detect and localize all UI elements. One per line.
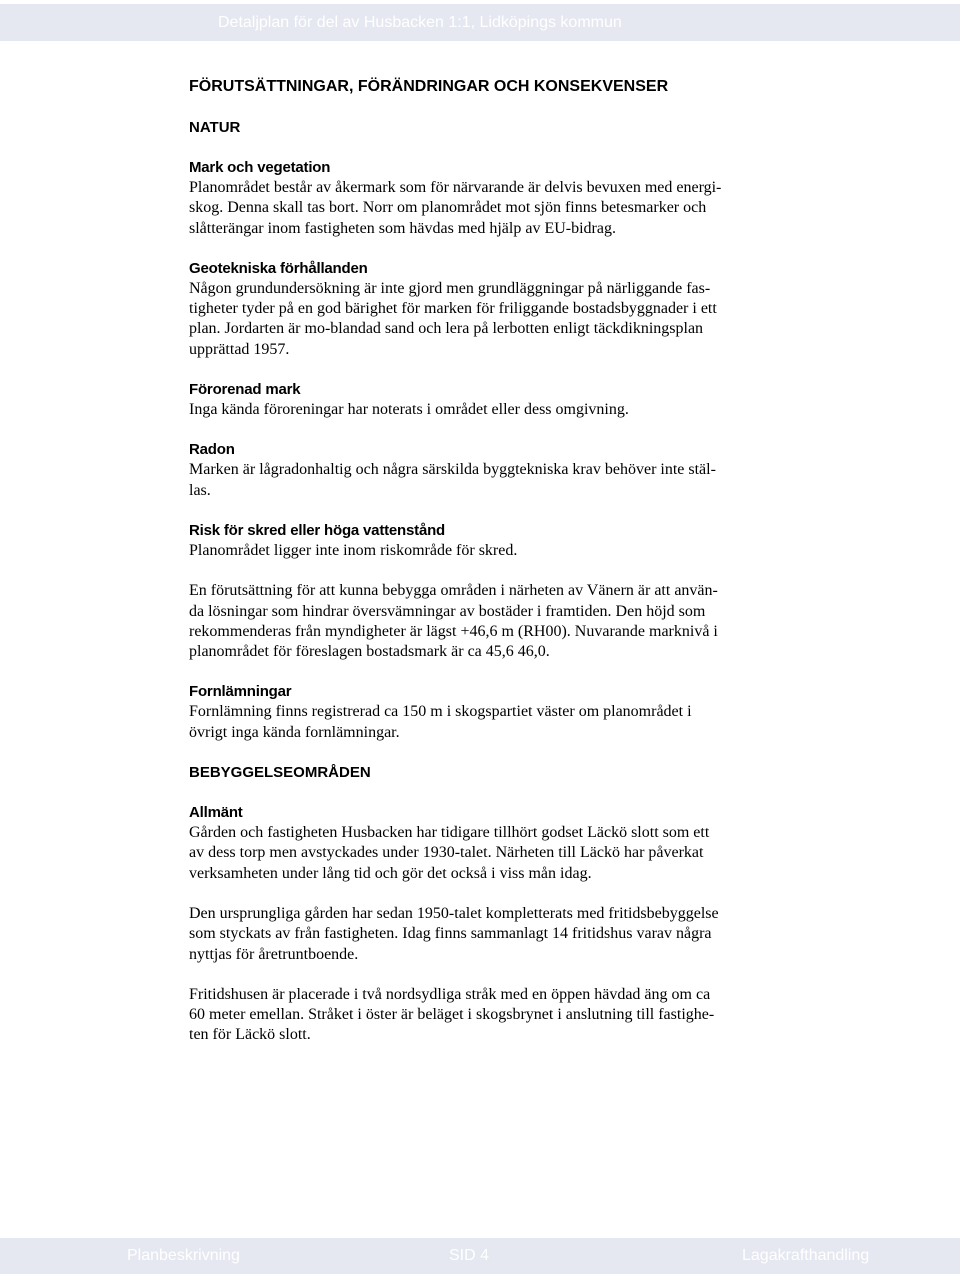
text-line: upprättad 1957. xyxy=(189,340,290,358)
paragraph-mark xyxy=(189,178,789,239)
document-body xyxy=(189,76,789,1046)
text-line: tigheter tyder på en god bärighet för marken för friliggande bostadsbyggnader i ett xyxy=(189,300,717,318)
text-line: da lösningar som hindrar översvämningar av bostäder i framtiden. Den höjd som xyxy=(189,602,706,620)
text-line: Fritidshusen är placerade i två nordsydliga stråk med en öppen hävdad äng om ca xyxy=(189,985,711,1003)
text-line: ten för Läckö slott. xyxy=(189,1026,311,1044)
text-line: Inga kända föroreningar har noterats i området eller dess omgivning. xyxy=(189,401,629,419)
footer-document-type: Planbeskrivning xyxy=(127,1247,240,1264)
text-line: av dess torp men avstyckades under 1930-talet. Närheten till Läckö har påverkat xyxy=(189,844,704,862)
paragraph-radon xyxy=(189,460,789,501)
paragraph-allmant-1 xyxy=(189,823,789,884)
paragraph-fororenad-mark xyxy=(189,400,789,420)
text-line: 60 meter emellan. Stråket i öster är beläget i skogsbrynet i anslutning till fastighe- xyxy=(189,1006,715,1024)
subheading-allmant: Allmänt xyxy=(189,804,243,822)
paragraph-risk xyxy=(189,541,789,561)
text-line: Planområdet består av åkermark som för närvarande är delvis bevuxen med energi- xyxy=(189,179,722,196)
subheading-fornlamningar: Fornlämningar xyxy=(189,683,292,701)
subheading-risk: Risk för skred eller höga vattenstånd xyxy=(189,521,446,539)
text-line: slåtterängar inom fastigheten som hävdas med hjälp av EU-bidrag. xyxy=(189,219,616,237)
text-line: nyttjas för åretruntboende. xyxy=(189,945,359,963)
paragraph-allmant-2 xyxy=(189,904,789,965)
main-heading: FÖRUTSÄTTNINGAR, FÖRÄNDRINGAR OCH KONSEKVENSER xyxy=(189,78,669,95)
page-footer xyxy=(0,1238,960,1274)
text-line: som styckats av från fastigheten. Idag finns sammanlagt 14 fritidshus varav några xyxy=(189,925,712,943)
text-line: Gården och fastigheten Husbacken har tidigare tillhört godset Läckö slott som ett xyxy=(189,824,710,842)
page-header xyxy=(0,4,960,41)
footer-page-number: SID 4 xyxy=(449,1247,490,1264)
paragraph-geoteknik xyxy=(189,279,789,360)
subheading-mark: Mark och vegetation xyxy=(189,159,331,176)
paragraph-allmant-3 xyxy=(189,985,789,1046)
text-line: planområdet för föreslagen bostadsmark är ca 45,6 46,0. xyxy=(189,643,550,661)
text-line: Planområdet ligger inte inom riskområde för skred. xyxy=(189,541,518,559)
subheading-radon: Radon xyxy=(189,441,235,459)
subheading-fororenad-mark: Förorenad mark xyxy=(189,381,301,399)
header-title: Detaljplan för del av Husbacken 1:1, Lidköpings kommun xyxy=(218,14,622,31)
paragraph-fornlamningar xyxy=(189,702,789,743)
text-line: Någon grundundersökning är inte gjord men grundläggningar på närliggande fas- xyxy=(189,279,711,297)
subheading-geoteknik: Geotekniska förhållanden xyxy=(189,259,368,277)
text-line: Fornlämning finns registrerad ca 150 m i skogspartiet väster om planområdet i xyxy=(189,703,692,721)
text-line: En förutsättning för att kunna bebygga områden i närheten av Vänern är att använ- xyxy=(189,582,718,600)
text-line: verksamheten under lång tid och gör det också i viss mån idag. xyxy=(189,864,592,882)
text-line: las. xyxy=(189,481,211,499)
text-line: rekommenderas från myndigheter är lägst +46,6 m (RH00). Nuvarande marknivå i xyxy=(189,622,718,640)
text-line: Den ursprungliga gården har sedan 1950-talet kompletterats med fritidsbebyggelse xyxy=(189,904,719,922)
section-heading-natur: NATUR xyxy=(189,119,241,136)
footer-status: Lagakrafthandling xyxy=(742,1247,870,1264)
text-line: plan. Jordarten är mo-blandad sand och lera på lerbotten enligt täckdikningsplan xyxy=(189,320,704,338)
text-line: skog. Denna skall tas bort. Norr om planområdet mot sjön finns betesmarker och xyxy=(189,199,707,217)
paragraph-risk-vattenstand xyxy=(189,581,789,662)
text-line: övrigt inga kända fornlämningar. xyxy=(189,723,400,741)
text-line: Marken är lågradonhaltig och några särskilda byggtekniska krav behöver inte stäl- xyxy=(189,461,716,479)
section-heading-bebyggelse: BEBYGGELSEOMRÅDEN xyxy=(189,764,371,782)
